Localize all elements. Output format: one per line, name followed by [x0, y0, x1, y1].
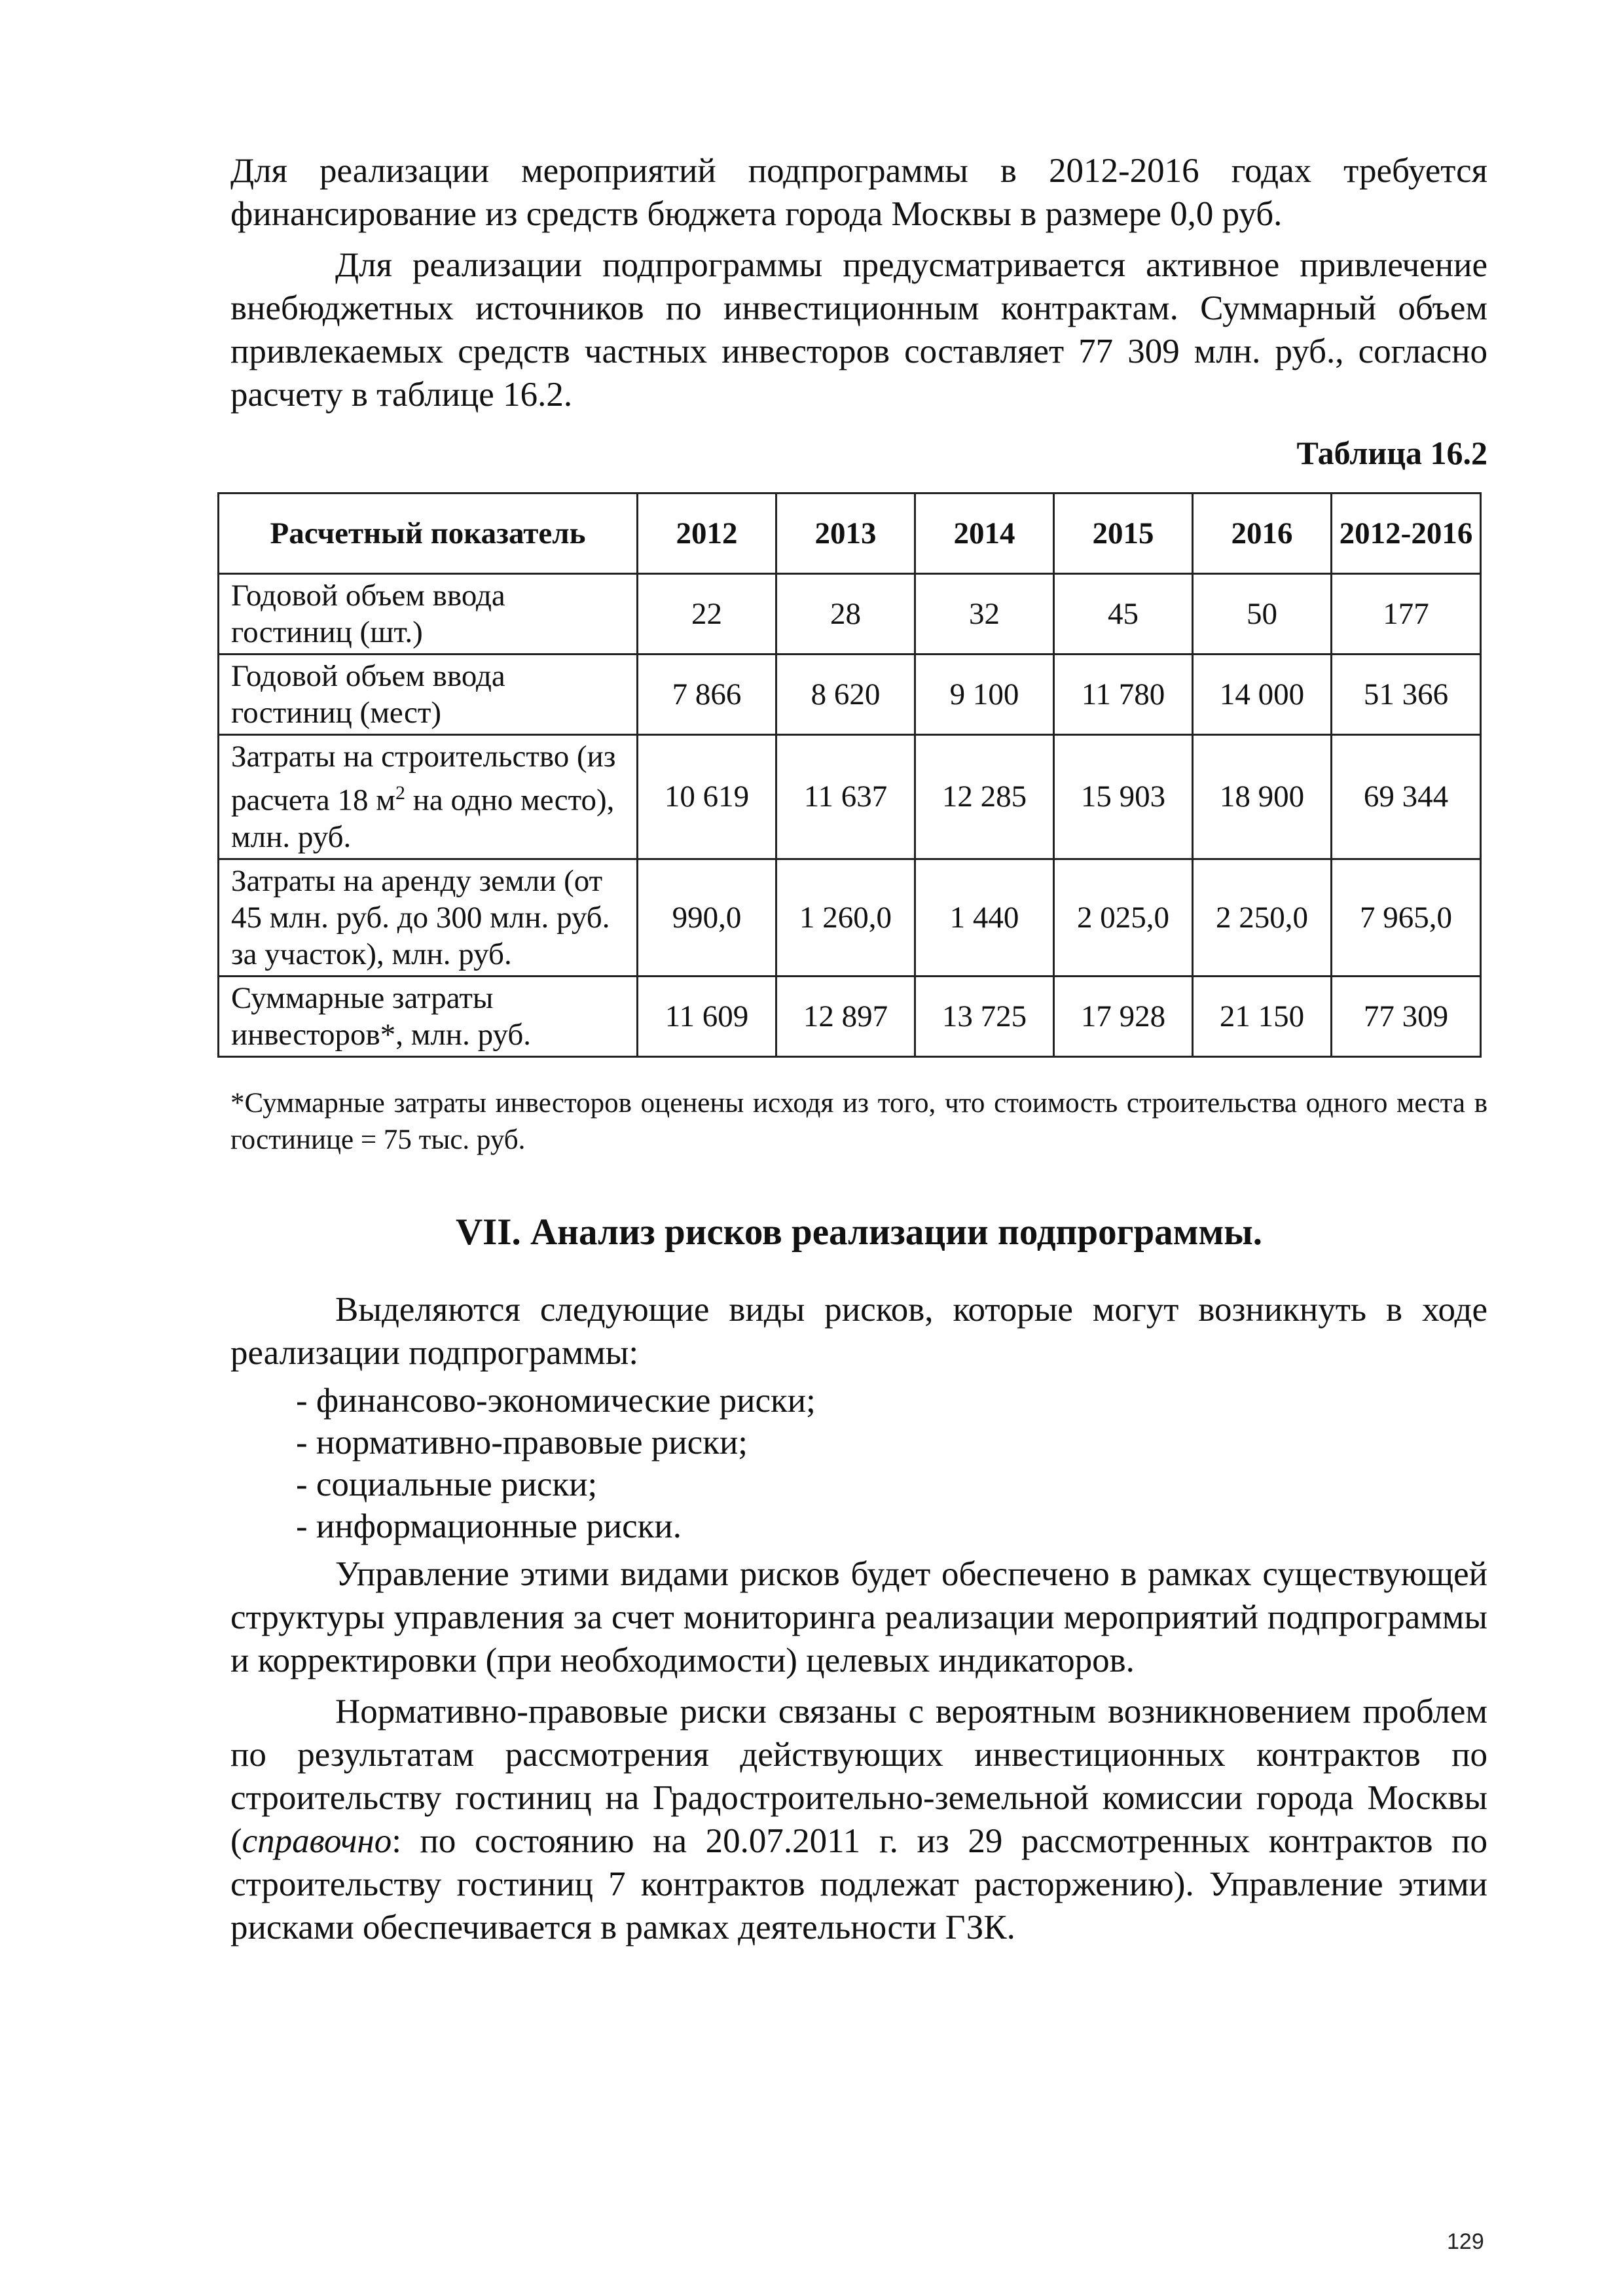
row-label-text: на одно место), млн. руб. — [231, 783, 615, 854]
cell-value: 22 — [638, 574, 776, 655]
row-label: Затраты на аренду земли (от 45 млн. руб. до 300 млн. руб. за участок), млн. руб. — [219, 859, 638, 976]
header-2016: 2016 — [1193, 493, 1332, 574]
list-item: - финансово-экономические риски; — [296, 1381, 816, 1420]
cell-value: 14 000 — [1193, 655, 1332, 735]
cell-value: 990,0 — [638, 859, 776, 976]
row-label — [219, 735, 638, 859]
header-total: 2012-2016 — [1332, 493, 1481, 574]
header-2015: 2015 — [1054, 493, 1193, 574]
cell-value: 18 900 — [1193, 735, 1332, 859]
legal-text-start: Нормативно-правовые риски связаны с вероятным возникновением проблем по результатам рассмотрения действующих инвестиционных контрактов по строительству гостиниц на Градостроительно-земельной комиссии города Москвы ( — [230, 1692, 1487, 1860]
table-row — [219, 976, 1481, 1056]
paragraph-funding: Для реализации мероприятий подпрограммы в 2012-2016 годах требуется финансирование из средств бюджета города Москвы в размере 0,0 руб. — [230, 152, 1487, 233]
table-row — [219, 859, 1481, 976]
paragraph-risk-management: Управление этими видами рисков будет обеспечено в рамках существующей структуры управления за счет мониторинга реализации мероприятий подпрограммы и корректировки (при необходимости) целевых индикаторов. — [230, 1554, 1487, 1679]
cell-value: 69 344 — [1332, 735, 1481, 859]
cell-value: 1 440 — [915, 859, 1054, 976]
cell-value: 11 609 — [638, 976, 776, 1056]
cell-value: 13 725 — [915, 976, 1054, 1056]
risk-list — [296, 1380, 1487, 1547]
cell-value: 177 — [1332, 574, 1481, 655]
table-header-row — [219, 493, 1481, 574]
legal-text-end: : по состоянию на 20.07.2011 г. из 29 рассмотренных контрактов по строительству гостиниц 7 контрактов подлежат расторжению). Управление этими рисками обеспечивается в рамках деятельности ГЗК. — [230, 1821, 1487, 1946]
row-label: Суммарные затраты инвесторов*, млн. руб. — [219, 976, 638, 1056]
cell-value: 45 — [1054, 574, 1193, 655]
cell-value: 7 866 — [638, 655, 776, 735]
legal-text-italic: справочно — [242, 1821, 392, 1860]
paragraph-investors: Для реализации подпрограммы предусматривается активное привлечение внебюджетных источников по инвестиционным контрактам. Суммарный объем привлекаемых средств частных инвесторов составляет 77 309 млн. руб., согласно расчету в таблице 16.2. — [230, 246, 1487, 414]
table-row — [219, 655, 1481, 735]
cell-value: 77 309 — [1332, 976, 1481, 1056]
table-row — [219, 735, 1481, 859]
header-indicator: Расчетный показатель — [219, 493, 638, 574]
cell-value: 11 637 — [776, 735, 915, 859]
cell-value: 11 780 — [1054, 655, 1193, 735]
list-item: - нормативно-правовые риски; — [296, 1423, 748, 1462]
section-title: VII. Анализ рисков реализации подпрограммы. — [455, 1211, 1263, 1253]
cell-value: 28 — [776, 574, 915, 655]
row-label: Годовой объем ввода гостиниц (мест) — [219, 655, 638, 735]
paragraph-risks-intro: Выделяются следующие виды рисков, которые могут возникнуть в ходе реализации подпрограммы: — [230, 1290, 1487, 1372]
cell-value: 32 — [915, 574, 1054, 655]
header-2013: 2013 — [776, 493, 915, 574]
cell-value: 10 619 — [638, 735, 776, 859]
cell-value: 50 — [1193, 574, 1332, 655]
cell-value: 8 620 — [776, 655, 915, 735]
row-label-text: Затраты на строительство (из расчета 18 м — [231, 740, 616, 817]
header-2012: 2012 — [638, 493, 776, 574]
cell-value: 12 897 — [776, 976, 915, 1056]
list-item: - информационные риски. — [296, 1507, 682, 1545]
superscript-2: 2 — [395, 782, 405, 804]
investment-table — [217, 492, 1482, 1058]
table-caption: Таблица 16.2 — [1296, 435, 1487, 471]
cell-value: 12 285 — [915, 735, 1054, 859]
cell-value: 7 965,0 — [1332, 859, 1481, 976]
cell-value: 2 025,0 — [1054, 859, 1193, 976]
cell-value: 2 250,0 — [1193, 859, 1332, 976]
table-row — [219, 574, 1481, 655]
header-2014: 2014 — [915, 493, 1054, 574]
cell-value: 51 366 — [1332, 655, 1481, 735]
cell-value: 9 100 — [915, 655, 1054, 735]
cell-value: 17 928 — [1054, 976, 1193, 1056]
cell-value: 1 260,0 — [776, 859, 915, 976]
table-footnote: *Суммарные затраты инвесторов оценены исходя из того, что стоимость строительства одного места в гостинице = 75 тыс. руб. — [230, 1087, 1487, 1155]
list-item: - социальные риски; — [296, 1465, 598, 1503]
cell-value: 21 150 — [1193, 976, 1332, 1056]
page-content — [230, 149, 1487, 1949]
row-label: Годовой объем ввода гостиниц (шт.) — [219, 574, 638, 655]
paragraph-legal-risks — [230, 1690, 1487, 1949]
cell-value: 15 903 — [1054, 735, 1193, 859]
page-number: 129 — [1447, 2229, 1484, 2254]
